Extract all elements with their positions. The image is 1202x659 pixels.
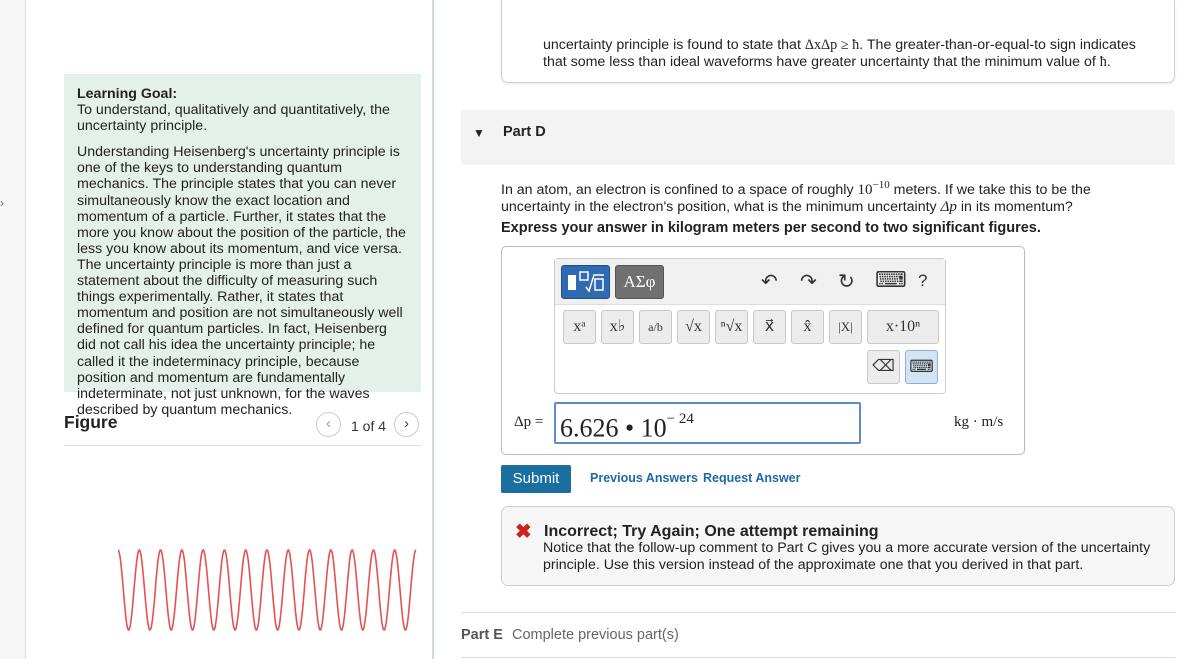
part-e-top-divider: [461, 612, 1175, 613]
submit-button[interactable]: Submit: [501, 465, 571, 493]
learning-goal-subtitle: To understand, qualitatively and quantitatively, the uncertainty principle.: [77, 102, 390, 135]
question-text: In an atom, an electron is confined to a space of roughly $10^{-10}$ meters. If we take this to be the uncertainty in the electron's position, what is the minimum uncertainty Δp in its momentum?: [501, 179, 1091, 215]
previous-part-box: [501, 0, 1175, 83]
feedback-title: Incorrect; Try Again; One attempt remaining: [544, 523, 879, 540]
templates-button[interactable]: [561, 265, 610, 299]
left-gutter: [0, 0, 26, 659]
uncertainty-formula: ΔxΔp ≥ ħ: [804, 37, 860, 53]
feedback-text: Notice that the follow-up comment to Part C gives you a more accurate version of the uncertainty principle. Use this version instead of the approximate one that you derived in that part.: [543, 540, 1151, 573]
unit-vector-button[interactable]: x̂: [791, 310, 824, 344]
figure-counter: 1 of 4: [351, 418, 387, 434]
superscript-button[interactable]: xᵃ: [563, 310, 596, 344]
part-e-bottom-divider: [461, 657, 1175, 658]
answer-units: kg · m/s: [954, 414, 1004, 430]
expand-arrow-icon[interactable]: ›: [0, 196, 4, 210]
keyboard-shortcuts-icon[interactable]: ⌨: [875, 267, 907, 292]
scientific-notation-button[interactable]: x·10ⁿ: [867, 310, 939, 344]
absolute-value-button[interactable]: |X|: [829, 310, 862, 344]
question-variable: Δp: [940, 199, 957, 215]
request-answer-link[interactable]: Request Answer: [703, 471, 801, 485]
figure-next-button[interactable]: ›: [394, 412, 419, 437]
templates-icon: [562, 266, 609, 298]
answer-input[interactable]: 6.626 • $10^{- 24}$: [554, 402, 861, 444]
subscript-button[interactable]: x♭: [601, 310, 634, 344]
greek-symbols-button[interactable]: ΑΣφ: [615, 265, 664, 299]
collapse-caret-icon[interactable]: ▼: [473, 126, 485, 140]
answer-box: [501, 246, 1025, 455]
figure-prev-button[interactable]: ‹: [316, 412, 341, 437]
previous-part-text: uncertainty principle is found to state that ΔxΔp ≥ ħ. The greater-than-or-equal-to sign indicates that some less than ideal waveforms have greater uncertainty that the minimum value of ħ.: [543, 37, 1136, 70]
learning-goal-box: [64, 74, 421, 418]
backspace-button[interactable]: ⌫: [867, 350, 900, 384]
undo-icon[interactable]: ↶: [761, 271, 778, 293]
feedback-box: [501, 506, 1175, 586]
vector-button[interactable]: x⃗: [753, 310, 786, 344]
left-column: [26, 0, 434, 659]
question-magnitude: $10^{-10}$: [857, 179, 890, 198]
previous-answers-link[interactable]: Previous Answers: [590, 471, 698, 485]
keyboard-toggle-button[interactable]: ⌨: [905, 350, 938, 384]
redo-icon[interactable]: ↷: [800, 271, 817, 293]
part-d-header[interactable]: [461, 110, 1175, 165]
fraction-button[interactable]: a/b: [639, 310, 672, 344]
figure-divider: [64, 445, 421, 446]
part-e-label[interactable]: Part E: [461, 627, 503, 643]
answer-instruction: Express your answer in kilogram meters per second to two significant figures.: [501, 220, 1041, 236]
learning-goal-body: Understanding Heisenberg's uncertainty principle is one of the keys to understanding quantum mechanics. The principle states that you can never simultaneously know the exact location and momentum of a particle. Further, it states that the more you know about the position of the particle, the less you know about its momentum, and vice versa. The uncertainty principle is more than just a statement about the difficulty of measuring such things experimentally. Rather, it states that momentum and position are not simultaneously well defined for quantum particles. In fact, Heisenberg did not call his idea the uncertainty principle; he called it the indeterminacy principle, because position and momentum are fundamentally indeterminate, not just unknown, for the waves described by quantum mechanics.: [77, 144, 406, 418]
incorrect-x-icon: ✖: [515, 521, 532, 543]
answer-label: Δp =: [514, 414, 544, 430]
part-e-status: Complete previous part(s): [512, 627, 679, 643]
learning-goal-title: Learning Goal:: [77, 86, 178, 102]
wave-line: [118, 550, 416, 630]
part-d-title: Part D: [503, 124, 546, 140]
figure-wave-image: [86, 540, 426, 640]
square-root-button[interactable]: √x: [677, 310, 710, 344]
figure-title: Figure: [64, 412, 118, 432]
palette-toolbar: [555, 259, 945, 305]
nth-root-button[interactable]: ⁿ√x: [715, 310, 748, 344]
help-icon[interactable]: ?: [918, 271, 928, 290]
reset-icon[interactable]: ↻: [838, 271, 855, 293]
hbar-symbol: ħ: [1099, 53, 1107, 70]
math-palette: [554, 258, 946, 394]
